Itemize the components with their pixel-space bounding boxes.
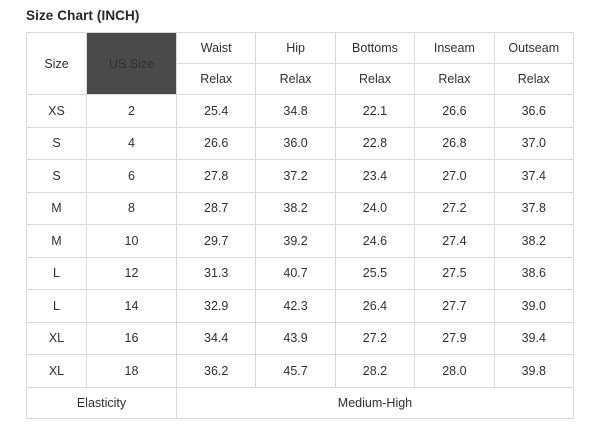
table-row [27,95,574,128]
cell-inseam: 27.2 [415,192,494,225]
cell-size: M [27,225,87,258]
cell-outseam: 37.4 [494,160,573,193]
cell-hip: 45.7 [256,355,335,388]
table-footer-row [27,387,574,418]
cell-us-size: 8 [87,192,177,225]
cell-size: XS [27,95,87,128]
cell-size: S [27,127,87,160]
cell-us-size: 10 [87,225,177,258]
footer-value-elasticity: Medium-High [177,387,574,418]
cell-inseam: 27.9 [415,322,494,355]
cell-waist: 29.7 [177,225,256,258]
cell-outseam: 37.0 [494,127,573,160]
footer-label-elasticity: Elasticity [27,387,177,418]
cell-hip: 43.9 [256,322,335,355]
cell-us-size: 4 [87,127,177,160]
table-row [27,225,574,258]
header-cell-waist: Waist [177,33,256,64]
header-cell-outseam: Outseam [494,33,573,64]
size-chart-table [26,32,574,419]
cell-bottoms: 24.0 [335,192,414,225]
cell-hip: 37.2 [256,160,335,193]
subheader-cell-hip-relax: Relax [256,64,335,95]
cell-hip: 34.8 [256,95,335,128]
cell-size: L [27,290,87,323]
header-cell-bottoms: Bottoms [335,33,414,64]
table-row [27,322,574,355]
cell-outseam: 36.6 [494,95,573,128]
cell-inseam: 26.6 [415,95,494,128]
cell-bottoms: 22.8 [335,127,414,160]
cell-waist: 25.4 [177,95,256,128]
cell-size: XL [27,322,87,355]
cell-size: S [27,160,87,193]
cell-us-size: 6 [87,160,177,193]
cell-inseam: 26.8 [415,127,494,160]
table-row [27,355,574,388]
cell-waist: 36.2 [177,355,256,388]
cell-us-size: 14 [87,290,177,323]
cell-hip: 42.3 [256,290,335,323]
subheader-cell-outseam-relax: Relax [494,64,573,95]
header-cell-size: Size [27,33,87,95]
cell-hip: 39.2 [256,225,335,258]
cell-hip: 38.2 [256,192,335,225]
cell-size: L [27,257,87,290]
cell-bottoms: 25.5 [335,257,414,290]
table-row [27,160,574,193]
cell-bottoms: 23.4 [335,160,414,193]
cell-waist: 28.7 [177,192,256,225]
cell-outseam: 39.8 [494,355,573,388]
header-cell-hip: Hip [256,33,335,64]
cell-outseam: 38.6 [494,257,573,290]
cell-waist: 34.4 [177,322,256,355]
header-cell-inseam: Inseam [415,33,494,64]
cell-outseam: 38.2 [494,225,573,258]
cell-bottoms: 28.2 [335,355,414,388]
cell-inseam: 28.0 [415,355,494,388]
cell-waist: 31.3 [177,257,256,290]
cell-waist: 32.9 [177,290,256,323]
page-title: Size Chart (INCH) [26,8,140,23]
cell-inseam: 27.5 [415,257,494,290]
subheader-cell-waist-relax: Relax [177,64,256,95]
cell-size: M [27,192,87,225]
table-row [27,192,574,225]
subheader-cell-bottoms-relax: Relax [335,64,414,95]
header-cell-us-size: US Size [87,33,177,95]
cell-inseam: 27.0 [415,160,494,193]
cell-bottoms: 27.2 [335,322,414,355]
cell-waist: 26.6 [177,127,256,160]
cell-outseam: 39.4 [494,322,573,355]
cell-outseam: 37.8 [494,192,573,225]
subheader-cell-inseam-relax: Relax [415,64,494,95]
cell-bottoms: 24.6 [335,225,414,258]
cell-us-size: 18 [87,355,177,388]
cell-size: XL [27,355,87,388]
cell-inseam: 27.4 [415,225,494,258]
cell-hip: 40.7 [256,257,335,290]
cell-outseam: 39.0 [494,290,573,323]
cell-bottoms: 22.1 [335,95,414,128]
cell-waist: 27.8 [177,160,256,193]
table-row [27,290,574,323]
cell-us-size: 2 [87,95,177,128]
cell-us-size: 16 [87,322,177,355]
cell-bottoms: 26.4 [335,290,414,323]
cell-hip: 36.0 [256,127,335,160]
cell-us-size: 12 [87,257,177,290]
cell-inseam: 27.7 [415,290,494,323]
table-header-row [27,33,574,64]
table-row [27,127,574,160]
table-row [27,257,574,290]
